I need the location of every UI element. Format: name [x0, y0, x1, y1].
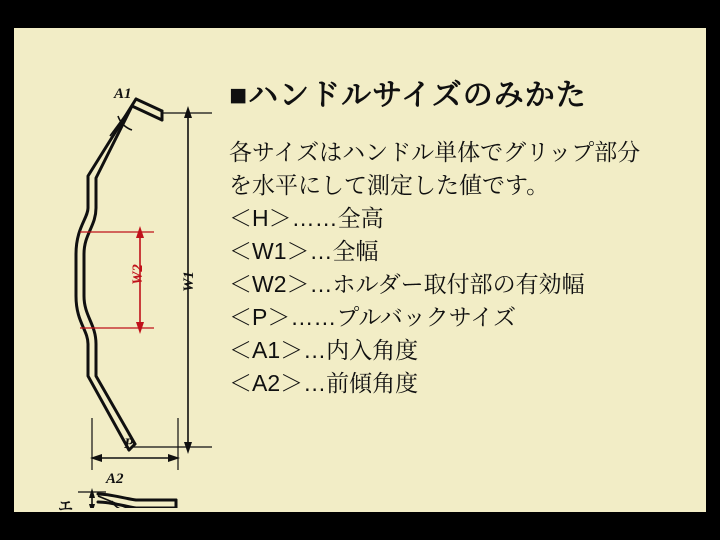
label-h: エ [58, 498, 74, 515]
description-lines [229, 136, 689, 400]
description-line: を水平にして測定した値です。 [229, 172, 550, 198]
label-p: P [124, 436, 134, 452]
description-line: 各サイズはハンドル単体でグリップ部分 [229, 139, 641, 165]
section-heading: ■ハンドルサイズのみかた [229, 79, 587, 112]
description-line: ＜A2＞…前傾角度 [229, 370, 419, 396]
illustration-panel [14, 28, 706, 515]
label-w1: W1 [180, 271, 197, 292]
description-line: ＜H＞……全高 [229, 205, 384, 231]
label-a2: A2 [106, 471, 124, 487]
label-a1: A1 [114, 86, 132, 102]
angle-a1-marker [110, 106, 132, 136]
description-line: ＜W1＞…全幅 [229, 238, 379, 264]
description-block [229, 70, 689, 400]
handlebar-diagram [36, 58, 226, 515]
side-view-drawing [78, 488, 176, 508]
description-line: ＜A1＞…内入角度 [229, 337, 419, 363]
description-line: ＜P＞……プルバックサイズ [229, 304, 516, 330]
description-line: ＜W2＞…ホルダー取付部の有効幅 [229, 271, 585, 297]
label-w2: W2 [129, 264, 146, 285]
